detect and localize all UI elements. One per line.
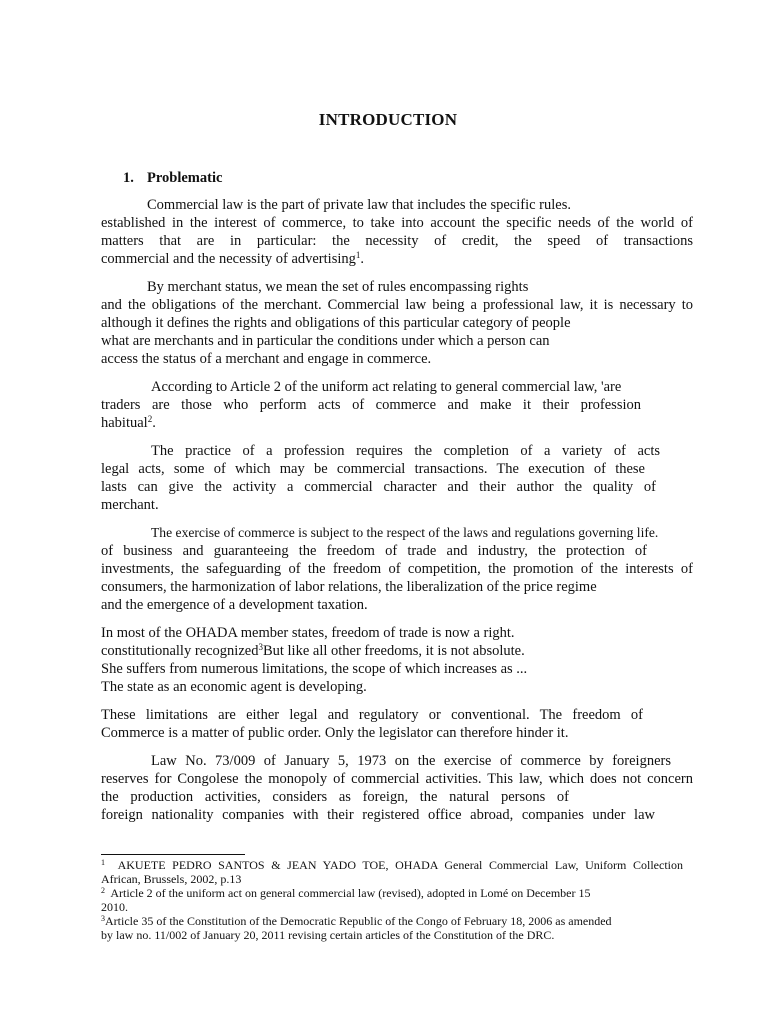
paragraph-line: commercial and the necessity of advertising$^1$. (101, 250, 364, 267)
page-title: INTRODUCTION (318, 110, 458, 129)
paragraph-text: commercial and the necessity of advertising (101, 251, 356, 267)
footnote-ref: 3 (258, 642, 263, 652)
paragraph-text: habitual (101, 415, 148, 431)
footnote-ref: 1 (355, 250, 361, 260)
paragraph-line: By merchant status, we mean the set of rules encompassing rights (147, 279, 529, 295)
footnote (101, 886, 591, 900)
paragraph-line: and the emergence of a development taxation. (101, 597, 368, 613)
paragraph-line: Commercial law is the part of private law that includes the specific rules. (147, 197, 571, 213)
paragraph-text: constitutionally recognized (101, 643, 259, 659)
section-number: 1. (123, 170, 134, 186)
paragraph-text: But like all other freedoms, it is not absolute. (262, 643, 525, 659)
paragraph-line: habitual$^2$. (101, 414, 156, 431)
footnote-line: by law no. 11/002 of January 20, 2011 revising certain articles of the Constitution of the DRC. (101, 928, 555, 942)
footnote-line: African, Brussels, 2002, p.13 (101, 872, 242, 886)
paragraph-line: In most of the OHADA member states, freedom of trade is now a right. (101, 625, 515, 641)
footnote-line: 2010. (101, 900, 128, 914)
paragraph-line: the production activities, considers as foreign, the natural persons of (101, 789, 569, 805)
paragraph-line: traders are those who perform acts of commerce and make it their profession (101, 397, 641, 413)
paragraph-line: The exercise of commerce is subject to the respect of the laws and regulations governing life. (151, 525, 659, 540)
paragraph-line: what are merchants and in particular the conditions under which a person can (101, 333, 550, 349)
footnote-marker: 3 (101, 914, 105, 923)
paragraph-line: These limitations are either legal and regulatory or conventional. The freedom of (101, 707, 643, 723)
footnote-text: Article 35 of the Constitution of the Democratic Republic of the Congo of February 18, 2006 as amended (105, 914, 612, 928)
paragraph-line: lasts can give the activity a commercial character and their author the quality of (101, 479, 656, 495)
paragraph-line: although it defines the rights and obligations of this particular category of people (101, 315, 571, 331)
paragraph-line: The practice of a profession requires the completion of a variety of acts (151, 443, 660, 459)
footnote-marker: 2 (101, 886, 105, 895)
footnote-text: Article 2 of the uniform act on general commercial law (revised), adopted in Lomé on December 15 (110, 886, 591, 900)
paragraph-line: Law No. 73/009 of January 5, 1973 on the exercise of commerce by foreigners (151, 753, 671, 769)
paragraph-line (101, 642, 525, 660)
paragraph-line: consumers, the harmonization of labor relations, the liberalization of the price regime (101, 579, 597, 595)
paragraph-line: established in the interest of commerce, to take into account the specific needs of the world of (101, 215, 693, 231)
footnote-marker: 1 (101, 858, 105, 867)
footnote (101, 858, 683, 872)
paragraph-line: and the obligations of the merchant. Commercial law being a professional law, it is necessary to (101, 297, 693, 313)
paragraph-line: According to Article 2 of the uniform act relating to general commercial law, 'are (151, 379, 622, 395)
paragraph-line: legal acts, some of which may be commercial transactions. The execution of these (101, 461, 645, 477)
paragraph-line: of business and guaranteeing the freedom of trade and industry, the protection of (101, 543, 647, 559)
paragraph-line: merchant. (101, 497, 159, 513)
paragraph-line: matters that are in particular: the necessity of credit, the speed of transactions (101, 233, 693, 249)
footnote-text: AKUETE PEDRO SANTOS & JEAN YADO TOE, OHADA General Commercial Law, Uniform Collection (117, 858, 683, 872)
section-title: Problematic (147, 170, 223, 186)
paragraph-line: foreign nationality companies with their registered office abroad, companies under law (101, 807, 655, 823)
paragraph-line: The state as an economic agent is developing. (101, 679, 367, 695)
footnote-ref: 2 (147, 414, 153, 424)
paragraph-line: Commerce is a matter of public order. Only the legislator can therefore hinder it. (101, 725, 569, 741)
section-heading (123, 170, 222, 187)
paragraph-line: access the status of a merchant and engage in commerce. (101, 351, 432, 367)
footnote-separator (101, 854, 245, 855)
paragraph-line: She suffers from numerous limitations, the scope of which increases as ... (101, 661, 528, 677)
paragraph-line: reserves for Congolese the monopoly of commercial activities. This law, which does not concern (101, 771, 693, 787)
footnote (101, 914, 612, 928)
paragraph-line: investments, the safeguarding of the freedom of competition, the promotion of the interests of (101, 561, 693, 577)
